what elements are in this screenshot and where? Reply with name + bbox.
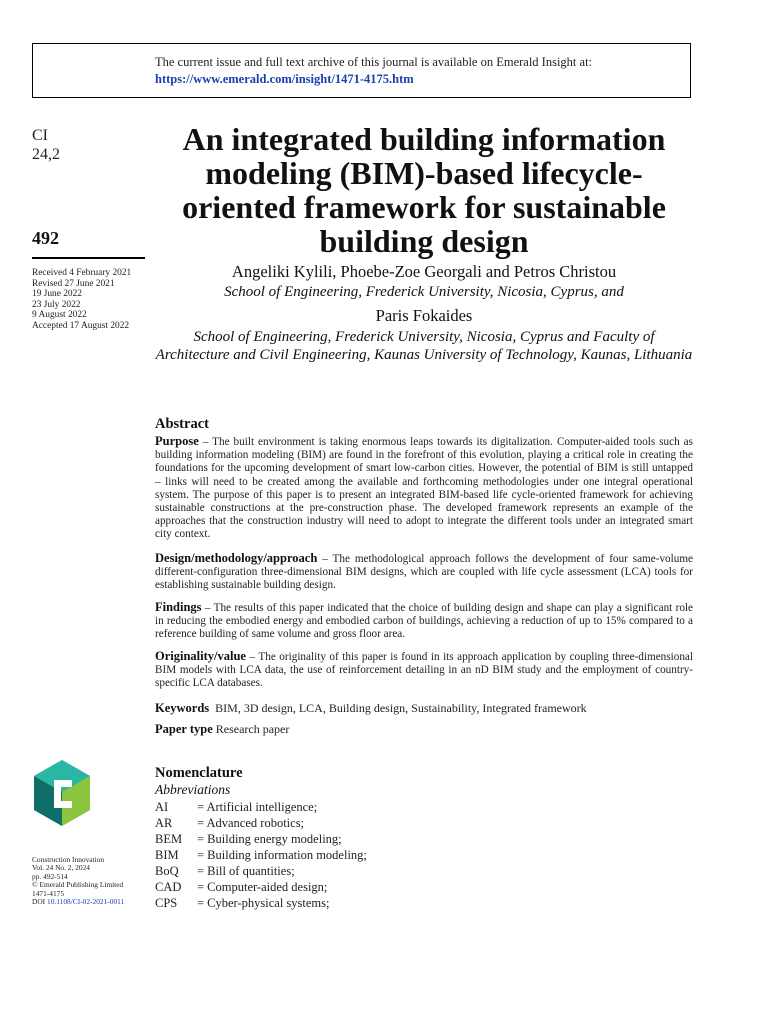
pub-volume: Vol. 24 No. 2, 2024: [32, 863, 90, 873]
paper-type: [155, 722, 289, 737]
volume-issue: 24,2: [32, 146, 60, 163]
date-revised: Revised 27 June 2021: [32, 278, 115, 289]
date-revised-3: 23 July 2022: [32, 299, 81, 310]
abbreviation-row: [155, 879, 367, 895]
keywords-label: Keywords: [155, 701, 210, 715]
abbr-term: BEM: [155, 832, 183, 846]
abbr-definition: = Advanced robotics;: [197, 816, 305, 830]
notice-text: The current issue and full text archive of this journal is available on Emerald Insight at:: [155, 55, 593, 69]
journal-volume: [32, 126, 60, 164]
journal-abbrev: CI: [32, 127, 48, 144]
notice-link[interactable]: https://www.emerald.com/insight/1471-4175.htm: [155, 72, 414, 86]
doi-link[interactable]: 10.1108/CI-02-2021-0011: [47, 897, 125, 907]
abbr-definition: = Artificial intelligence;: [197, 800, 318, 814]
pub-journal: Construction Innovation: [32, 855, 105, 864]
abbr-term: AI: [155, 800, 169, 814]
abbreviation-row: [155, 831, 367, 847]
nomenclature-heading: Nomenclature: [155, 765, 243, 781]
authors-line-1: Angeliki Kylili, Phoebe-Zoe Georgali and Petros Christou: [231, 262, 617, 281]
abbr-definition: = Building information modeling;: [197, 848, 367, 862]
abbr-definition: = Building energy modeling;: [197, 832, 342, 846]
keywords-text: BIM, 3D design, LCA, Building design, Sustainability, Integrated framework: [215, 701, 587, 715]
abbr-term: CAD: [155, 880, 182, 894]
abbr-term: BoQ: [155, 864, 179, 878]
article-history-dates: [32, 268, 131, 332]
findings-label: Findings: [155, 600, 202, 614]
sidebar-divider: [32, 257, 145, 259]
date-revised-4: 9 August 2022: [32, 310, 87, 321]
date-accepted: Accepted 17 August 2022: [32, 320, 130, 331]
page-number: 492: [32, 228, 59, 248]
affiliation-2: School of Engineering, Frederick University, Nicosia, Cyprus and Faculty of Architecture and Civil Engineering, Kaunas University of Technology, Kaunas, Lithuania: [155, 329, 693, 363]
article-title: An integrated building information modeling (BIM)-based lifecycle-oriented framework for sustainable building design: [182, 121, 666, 259]
authors-line-2: Paris Fokaides: [375, 306, 473, 325]
abstract-findings: [155, 601, 693, 642]
design-text: – The methodological approach follows the development of four same-volume different-configuration three-dimensional BIM designs, which are coupled with life cycle assessment (LCA) tools for establishing sustainable building design.: [155, 553, 694, 592]
abbreviation-row: [155, 847, 367, 863]
journal-logo-icon: [32, 758, 92, 828]
journal-notice-box: [32, 43, 691, 98]
abbreviation-row: [155, 863, 367, 879]
abstract-originality: [155, 650, 693, 691]
publication-info: [32, 856, 124, 906]
pub-issn: 1471-4175: [32, 888, 65, 898]
abbreviation-row: [155, 799, 367, 815]
abbreviation-list: [155, 799, 367, 911]
affiliation-1: School of Engineering, Frederick University, Nicosia, Cyprus, and: [224, 284, 624, 300]
abbr-term: BIM: [155, 848, 179, 862]
pub-doi-line: [32, 898, 124, 906]
purpose-label: Purpose: [155, 434, 199, 448]
pub-pages: pp. 492-514: [32, 871, 68, 881]
abbreviation-row: [155, 815, 367, 831]
originality-label: Originality/value: [155, 649, 246, 663]
pub-copyright: © Emerald Publishing Limited: [32, 880, 124, 890]
purpose-text: – The built environment is taking enormous leaps towards its digitalization. Computer-aided tools such as building information modeling (BIM) are found in the forefront of this evolution, playing a critical role in creating the foundations for the upcoming development of smart low-carbon cities. However, the potential of BIM is still untapped – links will need to be created among the available and forthcoming methodologies under one integral operational system. The purpose of this paper is to present an integrated BIM-based life cycle-oriented framework for achieving sustainable constructions at the pre-construction phase. The developed framework represents an example of the approaches that the construction industry will need to adopt to integrate the different tools under an integrated smart city context.: [155, 436, 693, 541]
keywords: [155, 701, 587, 716]
abbr-term: CPS: [155, 896, 178, 910]
abbreviation-row: [155, 895, 367, 911]
abstract-design: [155, 552, 693, 593]
findings-text: – The results of this paper indicated that the choice of building design and shape can play a significant role in reducing the embodied energy and embodied carbon of buildings, achieving a reduction of up to 15% compared to a reference building of same volume and gross floor area.: [155, 602, 694, 641]
abbreviations-subheading: Abbreviations: [155, 782, 231, 797]
design-label: Design/methodology/approach: [155, 551, 318, 565]
abbr-term: AR: [155, 816, 173, 830]
abbr-definition: = Bill of quantities;: [197, 864, 295, 878]
doi-label: DOI: [32, 897, 46, 907]
abbr-definition: = Cyber-physical systems;: [197, 896, 330, 910]
paper-type-label: Paper type: [155, 722, 213, 736]
abstract-heading: Abstract: [155, 416, 209, 432]
date-revised-2: 19 June 2022: [32, 289, 82, 300]
paper-type-text: Research paper: [215, 722, 290, 736]
abstract-purpose: [155, 435, 693, 542]
date-received: Received 4 February 2021: [32, 268, 132, 278]
abbr-definition: = Computer-aided design;: [197, 880, 328, 894]
originality-text: – The originality of this paper is found in its approach application by coupling three-dimensional BIM models with LCA data, the use of reinforcement detailing in an nD BIM study and the employment of country-specific LCA databases.: [155, 651, 693, 690]
